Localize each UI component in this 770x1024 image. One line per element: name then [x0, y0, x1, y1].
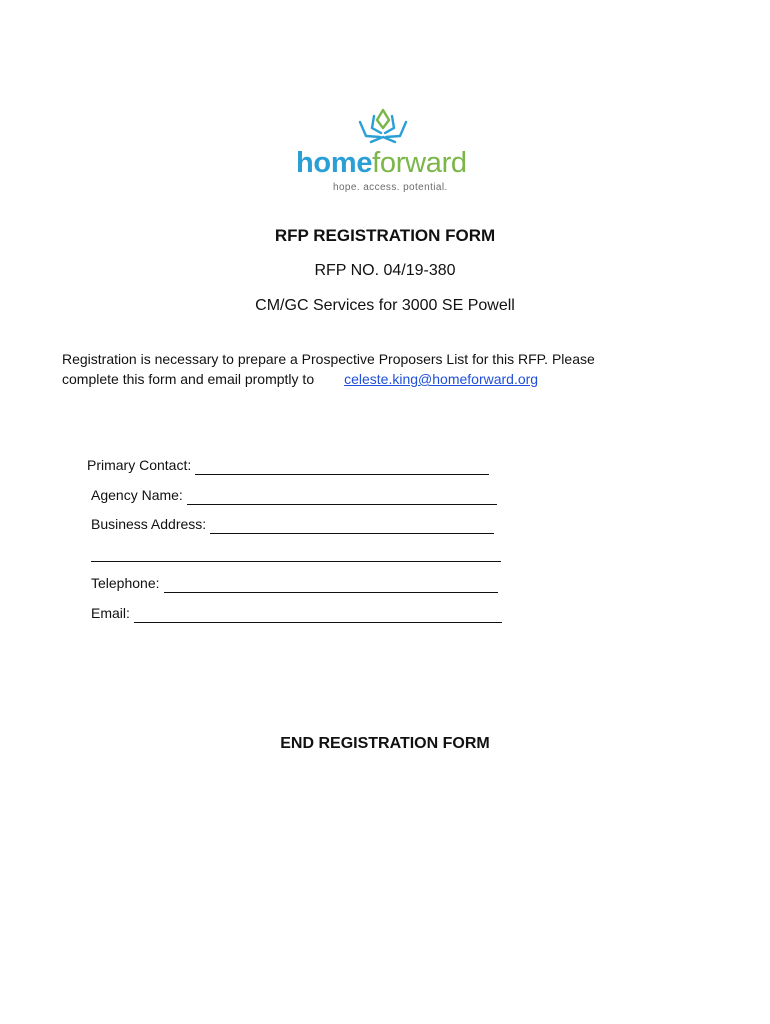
business-address-label: Business Address: [91, 516, 207, 532]
intro-paragraph [62, 349, 595, 389]
email-field [91, 603, 502, 623]
primary-contact-label: Primary Contact: [87, 457, 192, 473]
telephone-field [91, 573, 498, 593]
email-link[interactable]: celeste.king@homeforward.org [344, 371, 539, 387]
telephone-blank[interactable] [164, 578, 498, 593]
logo-tagline: hope. access. potential. [333, 182, 448, 193]
logo-word-forward: forward [372, 147, 467, 179]
business-address-second-line[interactable] [91, 561, 501, 562]
primary-contact-field [87, 455, 489, 475]
telephone-label: Telephone: [91, 575, 160, 591]
intro-line-2-text: complete this form and email promptly to [62, 371, 315, 387]
email-blank[interactable] [134, 608, 502, 623]
primary-contact-blank[interactable] [195, 460, 489, 475]
intro-line-2 [62, 369, 595, 389]
agency-name-field [91, 485, 497, 505]
lotus-flower-icon [356, 106, 410, 146]
end-registration-label: END REGISTRATION FORM [280, 735, 490, 752]
business-address-blank[interactable] [210, 519, 494, 534]
logo-word-home: home [296, 147, 373, 179]
home-forward-logo [296, 106, 476, 198]
business-address-field [91, 514, 494, 534]
email-label: Email: [91, 605, 130, 621]
form-title: RFP REGISTRATION FORM [274, 226, 496, 245]
agency-name-blank[interactable] [187, 490, 497, 505]
intro-line-1: Registration is necessary to prepare a Prospective Proposers List for this RFP. Please [62, 351, 595, 367]
logo-wordmark [296, 146, 467, 180]
project-name: CM/GC Services for 3000 SE Powell [255, 297, 515, 314]
rfp-number: RFP NO. 04/19-380 [314, 262, 456, 279]
agency-name-label: Agency Name: [91, 487, 183, 503]
